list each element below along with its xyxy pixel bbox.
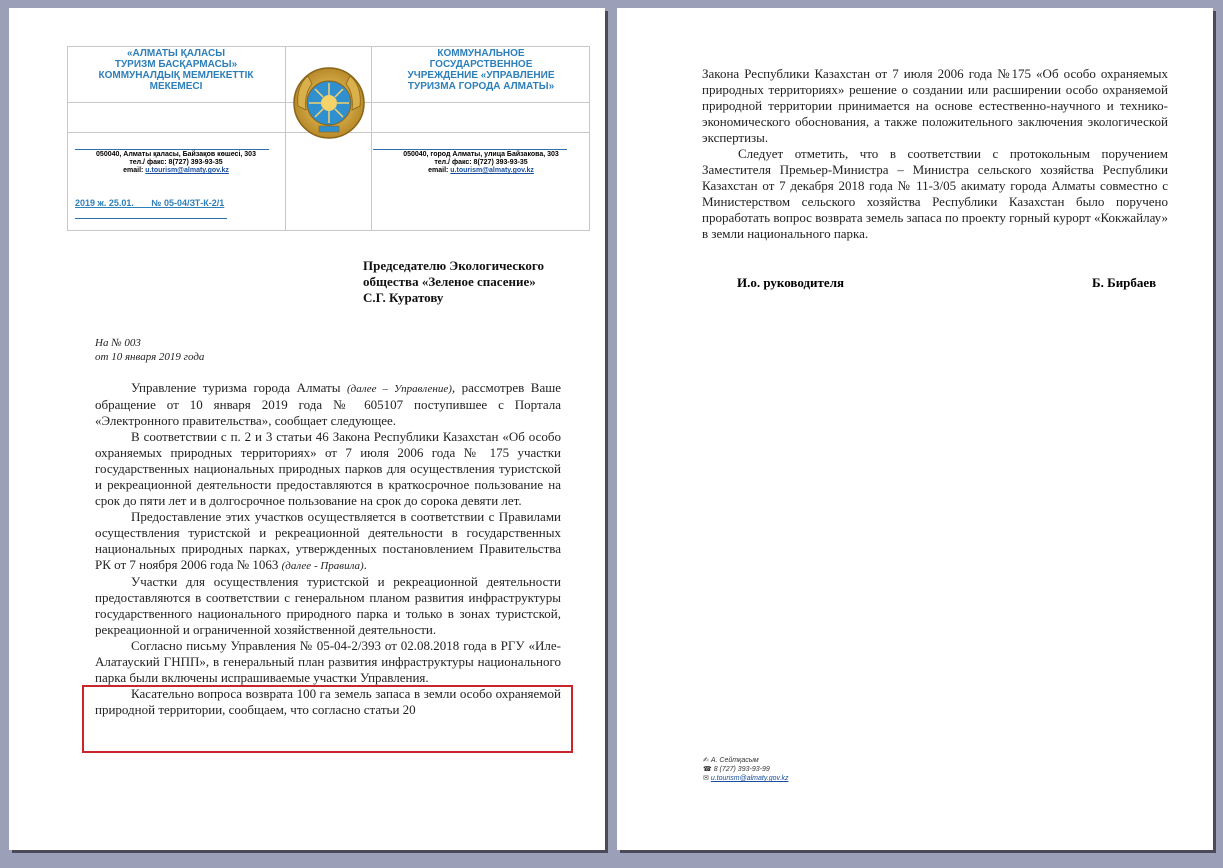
letterhead-border-left (67, 46, 68, 231)
paragraph: Участки для осуществления туристской и рекреационной деятельности предоставляются в соответствии с генеральном планом развития инфраструктуры государственного национального природного парка и только в зонах туристской, рекреационной и ограниченной хозяйственной деятельности. (95, 574, 561, 637)
email-link[interactable]: u.tourism@almaty.gov.kz (710, 775, 789, 782)
letter-body-continued (702, 66, 1168, 242)
letterhead-divider (285, 46, 286, 231)
letterhead-border-bottom (67, 230, 589, 231)
letterhead-rule-left (75, 149, 269, 150)
document-page-1 (9, 8, 605, 850)
highlight-box (82, 685, 573, 753)
paragraph: Касательно вопроса возврата 100 га земель запаса в земли особо охраняемой природной территории, сообщаем, что согласно статьи 20 (95, 686, 561, 717)
outgoing-reference: 2019 ж. 25.01. № 05-04/ЗТ-К-2/1 (75, 198, 225, 208)
letterhead-address-left: 050040, Алматы қаласы, Байзақов көшесі, 303 тел./ факс: 8(727) 393-93-35 email: u.tourism@almaty.gov.kz (96, 151, 256, 174)
paragraph: В соответствии с п. 2 и 3 статьи 46 Закона Республики Казахстан «Об особо охраняемых природных территориях» от 7 июля 2006 года № 175 участки государственных национальных природных парков для осуществления туристской и рекреационной деятельности предоставляются в краткосрочное пользование на срок до пяти лет и в долгосрочное пользование на срок до сорока девяти лет. (95, 429, 561, 508)
document-page-2 (617, 8, 1213, 850)
email-link[interactable]: u.tourism@almaty.gov.kz (450, 167, 534, 174)
executor-contacts: ✍ А. Сейтқасым ☎ 8 (727) 393-93-99 ✉ u.tourism@almaty.gov.kz (703, 757, 789, 782)
letterhead-border-right (589, 46, 590, 231)
phone-icon: ☎ (703, 766, 712, 773)
letterhead-org-russian: КОММУНАЛЬНОЕ ГОСУДАРСТВЕННОЕ УЧРЕЖДЕНИЕ «УПРАВЛЕНИЕ ТУРИЗМА ГОРОДА АЛМАТЫ» (407, 48, 555, 92)
kazakhstan-emblem-icon (292, 66, 366, 140)
letterhead-divider (371, 46, 372, 231)
paragraph-highlighted: Согласно письму Управления № 05-04-2/393 от 02.08.2018 года в РГУ «Иле-Алатауский ГНПП», в генеральный план развития инфраструктуры национального парка были включены испрашиваемые участки Управления. (95, 638, 561, 685)
signature-title: И.о. руководителя (737, 275, 845, 290)
email-link[interactable]: u.tourism@almaty.gov.kz (145, 167, 229, 174)
pen-icon: ✍ (703, 757, 709, 764)
signature-name: Б. Бирбаев (1092, 275, 1157, 290)
letterhead-address-right: 050040, город Алматы, улица Байзакова, 303 тел./ факс: 8(727) 393-93-35 email: u.tourism@almaty.gov.kz (403, 151, 559, 174)
letterhead-border-top (67, 46, 589, 47)
incoming-reference: На № 003 от 10 января 2019 года (95, 337, 205, 363)
letterhead-org-kazakh: «АЛМАТЫ ҚАЛАСЫ ТУРИЗМ БАСҚАРМАСЫ» КОММУНАЛДЫҚ МЕМЛЕКЕТТІК МЕКЕМЕСІ (98, 48, 254, 92)
recipient-block: Председателю Экологического общества «Зеленое спасение» С.Г. Куратову (363, 258, 544, 305)
letter-body (95, 380, 561, 718)
paragraph: Закона Республики Казахстан от 7 июля 2006 года №175 «Об особо охраняемых природных территориях» решение о создании или расширении особо охраняемой природной территории принимается на основе естественно-научного и технико-экономического обоснования, а также положительного заключения экологической экспертизы. (702, 66, 1168, 145)
outgoing-ref-rule (75, 218, 227, 219)
envelope-icon: ✉ (703, 775, 709, 782)
letterhead-rule-right (373, 149, 567, 150)
paragraph: Управление туризма города Алматы (далее – Управление), рассмотрев Ваше обращение от 10 января 2019 года № 605107 поступившее с Портала «Электронного правительства», сообщает следующее. (95, 380, 562, 428)
paragraph: Следует отметить, что в соответствии с протокольным поручением Заместителя Премьер-Министра – Министра сельского хозяйства Республики Казахстан от 7 декабря 2018 года № 11-3/05 акимату города Алматы совместно с Министерством сельского хозяйства Республики Казахстан было поручено проработать вопрос возврата земель запаса по проекту горный курорт «Кокжайлау» в земли национального парка. (702, 146, 1168, 241)
paragraph: Предоставление этих участков осуществляется в соответствии с Правилами осуществления туристской и рекреационной деятельности в государственных национальных природных парках, утвержденных постановлением Правительства РК от 7 ноября 2006 года № 1063 (далее - Правила). (95, 509, 561, 572)
